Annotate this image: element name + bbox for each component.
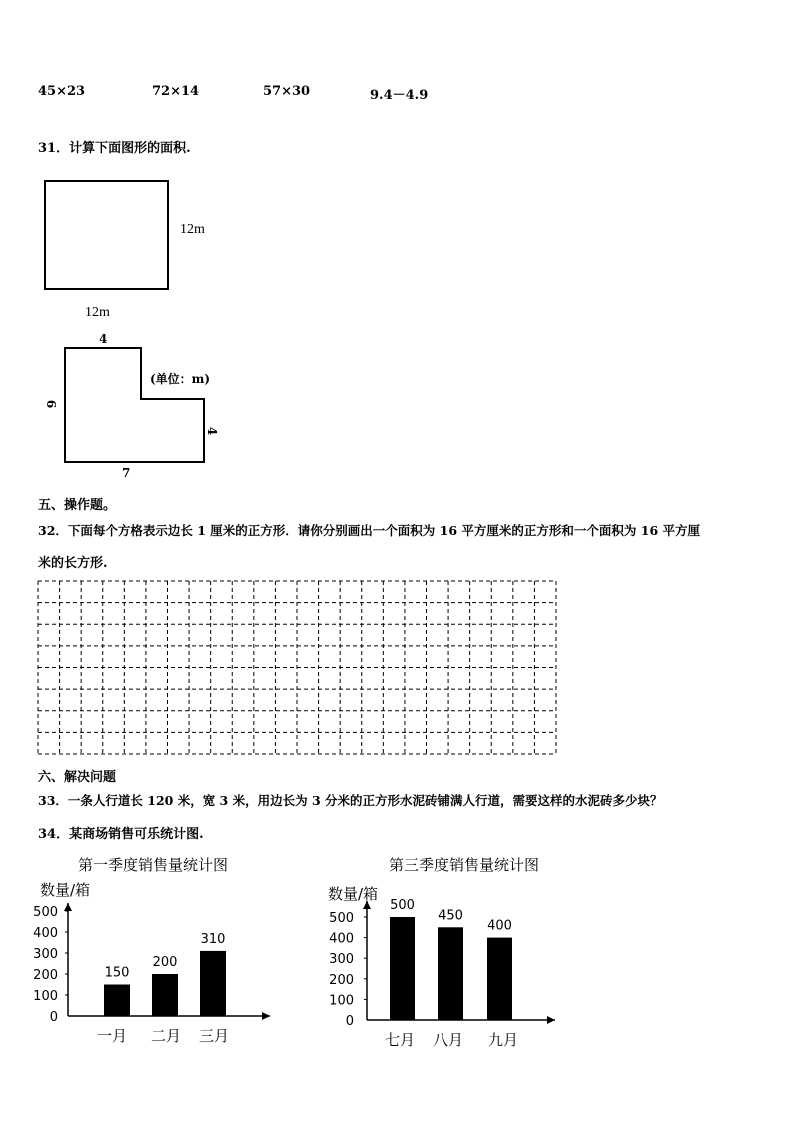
chart1-ytick-label: 0 <box>49 1010 58 1025</box>
calc-item-4: 9.4－4.9 <box>370 88 429 103</box>
chart2-title: 第三季度销售量统计图 <box>389 856 540 874</box>
lshape-left-label: 6 <box>44 399 59 409</box>
chart1-x-arrow <box>262 1012 270 1020</box>
chart2-bar <box>487 938 512 1020</box>
calc-item-1: 45×23 <box>38 84 86 99</box>
chart1-value-label: 310 <box>200 931 226 947</box>
question-32-line2: 米的长方形. <box>38 556 108 571</box>
chart2-category-label: 七月 <box>384 1031 416 1049</box>
chart1-bar <box>104 985 130 1017</box>
question-33: 33．一条人行道长 120 米，宽 3 米，用边长为 3 分米的正方形水泥砖铺满人行道，需要这样的水泥砖多少块？ <box>38 793 663 808</box>
chart1-ytick-label: 500 <box>33 905 58 920</box>
chart1-ytick-label: 200 <box>33 968 58 983</box>
calc-item-2: 72×14 <box>152 84 200 99</box>
chart2-bar <box>390 917 415 1020</box>
chart1-category-label: 一月 <box>96 1027 128 1045</box>
chart2-ylabel: 数量/箱 <box>328 885 379 903</box>
question-31: 31．计算下面图形的面积. <box>38 141 191 156</box>
chart2-category-label: 八月 <box>432 1031 464 1049</box>
chart2-ytick-label: 200 <box>329 972 354 988</box>
section-5-heading: 五、操作题。 <box>38 498 117 513</box>
chart2-ytick-label: 400 <box>329 931 354 947</box>
calc-item-3: 57×30 <box>263 84 311 99</box>
chart1-value-label: 150 <box>104 965 130 981</box>
square-bottom-label: 12m <box>85 305 110 320</box>
lshape-bottom-label: 7 <box>122 466 131 480</box>
chart1-ytick-label: 400 <box>33 926 58 941</box>
chart1-category-label: 二月 <box>150 1027 182 1045</box>
chart1-title: 第一季度销售量统计图 <box>78 856 229 874</box>
chart1-ytick-label: 100 <box>33 989 58 1004</box>
chart2-value-label: 400 <box>487 918 512 934</box>
chart1-ylabel: 数量/箱 <box>40 881 91 899</box>
lshape-right-label: 4 <box>205 426 220 436</box>
chart2-bar <box>438 927 463 1020</box>
question-32-line1: 32．下面每个方格表示边长 1 厘米的正方形．请你分别画出一个面积为 16 平方厘米的正方形和一个面积为 16 平方厘 <box>38 523 700 538</box>
chart2-category-label: 九月 <box>487 1031 519 1049</box>
lshape-top-label: 4 <box>99 332 108 346</box>
chart1-ytick-label: 300 <box>33 947 58 962</box>
chart1-y-arrow <box>64 903 72 911</box>
chart2-value-label: 450 <box>438 908 463 924</box>
section-6-heading: 六、解决问题 <box>38 770 117 785</box>
lshape-unit-label: (单位：m) <box>150 372 211 386</box>
chart2-value-label: 500 <box>390 898 415 913</box>
chart2-ytick-label: 100 <box>329 993 354 1009</box>
chart2-ytick-label: 0 <box>345 1014 354 1029</box>
chart2-ytick-label: 500 <box>329 911 354 926</box>
square-right-label: 12m <box>180 222 205 237</box>
chart2-ytick-label: 300 <box>329 952 354 968</box>
chart1-bar <box>200 951 226 1016</box>
chart1-value-label: 200 <box>152 955 178 970</box>
question-34: 34．某商场销售可乐统计图. <box>38 827 204 842</box>
chart2-x-arrow <box>547 1016 555 1024</box>
chart1-category-label: 三月 <box>198 1027 230 1045</box>
chart1-bar <box>152 974 178 1016</box>
